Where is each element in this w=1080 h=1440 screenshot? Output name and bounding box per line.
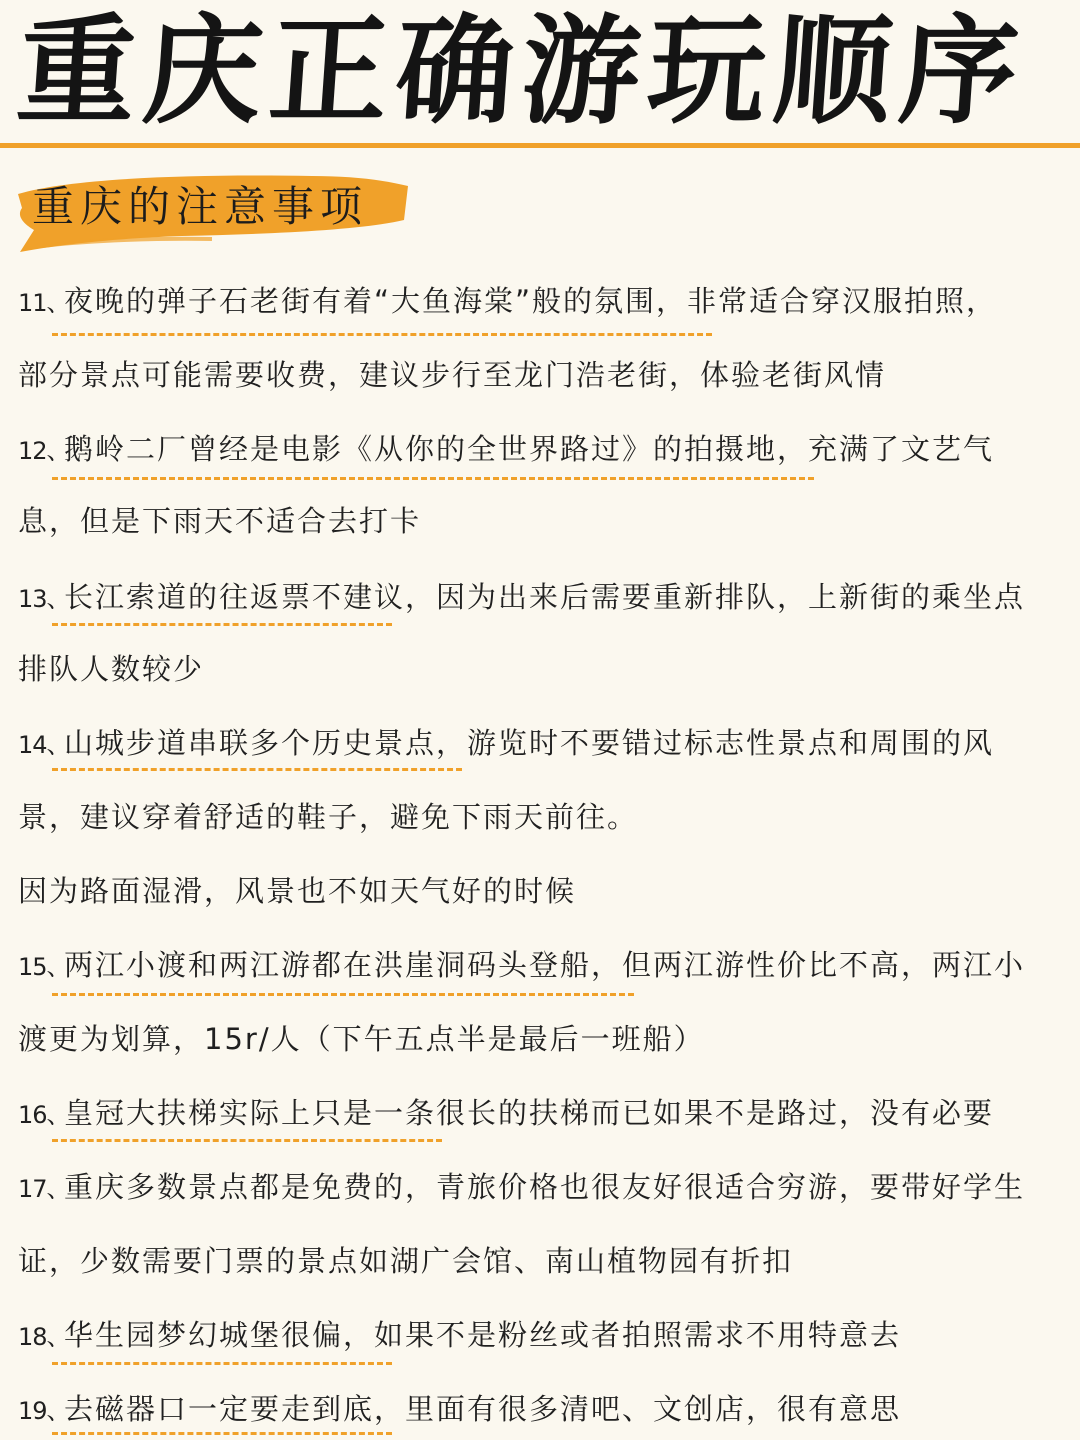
list-item (18, 718, 994, 768)
item-number: 19、 (18, 1397, 70, 1425)
item-continuation: 因为路面湿滑，风景也不如天气好的时候 (18, 874, 577, 908)
dashed-underline (52, 768, 462, 771)
dashed-underline (52, 1139, 442, 1142)
list-item (18, 572, 1025, 622)
list-item (18, 1310, 901, 1360)
item-continuation: 排队人数较少 (18, 652, 205, 686)
item-text: 重庆多数景点都是免费的，青旅价格也很友好很适合穷游，要带好学生 (64, 1170, 1026, 1204)
item-text: 山城步道串联多个历史景点，游览时不要错过标志性景点和周围的风 (64, 726, 995, 760)
item-continuation: 息，但是下雨天不适合去打卡 (18, 504, 422, 538)
item-text: 皇冠大扶梯实际上只是一条很长的扶梯而已如果不是路过，没有必要 (64, 1096, 995, 1130)
item-number: 15、 (18, 953, 70, 981)
dashed-underline (52, 333, 712, 336)
item-continuation: 证，少数需要门票的景点如湖广会馆、南山植物园有折扣 (18, 1244, 794, 1278)
item-number: 11、 (18, 289, 70, 317)
item-text: 长江索道的往返票不建议，因为出来后需要重新排队，上新街的乘坐点 (64, 580, 1026, 614)
item-text: 鹅岭二厂曾经是电影《从你的全世界路过》的拍摄地，充满了文艺气 (64, 432, 995, 466)
page-title: 重庆正确游玩顺序 (13, 2, 1031, 140)
title-underline (0, 143, 1080, 148)
list-item (18, 940, 1025, 990)
item-text: 夜晚的弹子石老街有着“大鱼海棠”般的氛围，非常适合穿汉服拍照， (64, 284, 998, 318)
dashed-underline (52, 477, 814, 480)
dashed-underline (52, 623, 392, 626)
item-text: 两江小渡和两江游都在洪崖洞码头登船，但两江游性价比不高，两江小 (64, 948, 1026, 982)
section-title: 重庆的注意事项 (32, 182, 369, 231)
list-item (18, 276, 997, 326)
item-number: 13、 (18, 585, 70, 613)
item-number: 17、 (18, 1175, 70, 1203)
item-number: 12、 (18, 437, 70, 465)
list-item (18, 1384, 901, 1434)
item-continuation: 景，建议穿着舒适的鞋子，避免下雨天前往。 (18, 800, 639, 834)
item-number: 14、 (18, 731, 70, 759)
item-continuation: 部分景点可能需要收费，建议步行至龙门浩老街，体验老街风情 (18, 358, 887, 392)
item-text: 去磁器口一定要走到底，里面有很多清吧、文创店，很有意思 (64, 1392, 902, 1426)
item-continuation: 渡更为划算，15r/人（下午五点半是最后一班船） (18, 1022, 705, 1056)
item-number: 18、 (18, 1323, 70, 1351)
dashed-underline (52, 993, 634, 996)
item-text: 华生园梦幻城堡很偏，如果不是粉丝或者拍照需求不用特意去 (64, 1318, 902, 1352)
dashed-underline (52, 1432, 392, 1435)
dashed-underline (52, 1362, 392, 1365)
list-item (18, 424, 994, 474)
list-item (18, 1162, 1025, 1212)
item-number: 16、 (18, 1101, 70, 1129)
list-item (18, 1088, 994, 1138)
